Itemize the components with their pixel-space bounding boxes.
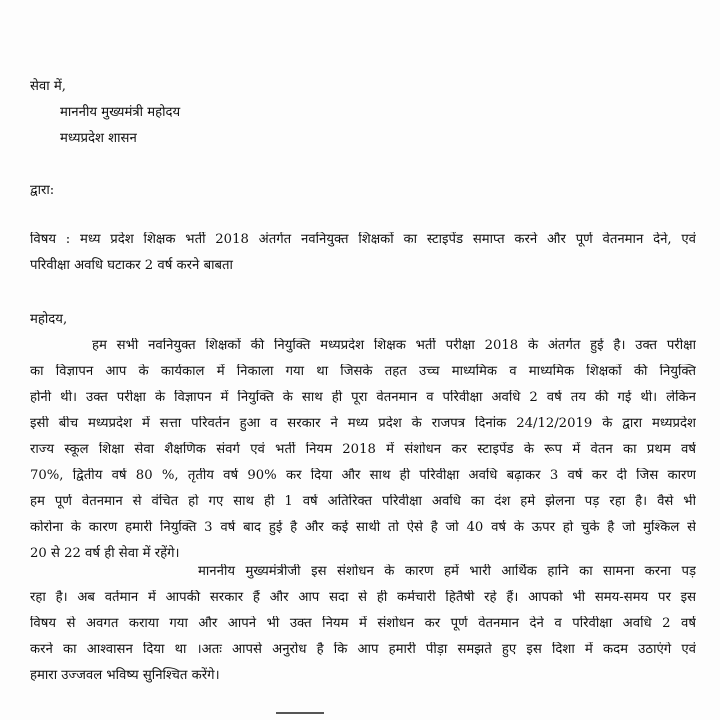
para2-line: हमारा उज्जवल भविष्य सुनिश्चित करेंगे।: [30, 668, 220, 683]
para1-line: हम पूर्ण वेतनमान से वंचित हो गए साथ ही 1 वर्ष अतिरिक्त परिवीक्षा अवधि का दंश हमे झेलना पड़ रहा है। वैसे भी: [30, 494, 696, 509]
recipient-government: मध्यप्रदेश शासन: [60, 131, 137, 146]
para2-line: रहा है। अब वर्तमान में आपकी सरकार हैं और आप सदा से ही कर्मचारी हितैषी रहे हैं। आपको भी समय-समय पर इस: [30, 590, 696, 605]
subject-line-1: विषय : मध्य प्रदेश शिक्षक भर्ती 2018 अंतर्गत नवनियुक्त शिक्षकों का स्टाइपेंड समाप्त करने और पूर्ण वेतनमान देने, एवं: [30, 232, 696, 247]
para1-line: 70%, द्वितीय वर्ष 80 %, तृतीय वर्ष 90% कर दिया और साथ ही परिवीक्षा अवधि बढ़ाकर 3 वर्ष कर दी जिस कारण: [30, 468, 696, 483]
para1-line: राज्य स्कूल शिक्षा सेवा शैक्षणिक संवर्ग एवं भर्ती नियम 2018 में संशोधन कर स्टाइपेंड के रूप में वेतन का प्रथम वर्ष: [30, 442, 696, 457]
para1-line: होनी थी। उक्त परीक्षा के विज्ञापन में नियुक्ति के साथ ही पूरा वेतनमान व परिवीक्षा अवधि 2 वर्ष तय की गई थी। लेकिन: [30, 390, 696, 405]
para1-line: कोरोना के कारण हमारी नियुक्ति 3 वर्ष बाद हुई है और कई साथी तो ऐसे है जो 40 वर्ष के ऊपर हो चुके है जो मुश्किल से: [30, 520, 696, 535]
subject-line-2: परिवीक्षा अवधि घटाकर 2 वर्ष करने बाबता: [30, 258, 233, 273]
para1-line: का विज्ञापन आप के कार्यकाल में निकाला गया था जिसके तहत उच्च माध्यमिक व माध्यमिक शिक्षकों की नियुक्ति: [30, 364, 696, 379]
para2-line: विषय से अवगत कराया गया और आपने भी उक्त नियम में संशोधन कर पूर्ण वेतनमान देने व परिवीक्षा अवधि 2 वर्ष: [30, 616, 696, 631]
para2-line: करने का आश्वासन दिया था ।अतः आपसे अनुरोध है कि आप हमारी पीड़ा समझते हुए इस दिशा में कदम उठाएंगे एवं: [30, 642, 696, 657]
salutation-to: सेवा में,: [30, 79, 66, 94]
greeting: महोदय,: [30, 312, 68, 327]
para1-line: 20 से 22 वर्ष ही सेवा में रहेंगे।: [30, 546, 180, 561]
para1-line: हम सभी नवनियुक्त शिक्षकों की नियुक्ति मध्यप्रदेश शिक्षक भर्ती परीक्षा 2018 के अंतर्गत हुई है। उक्त परीक्षा: [92, 338, 696, 353]
signature-mark: [276, 712, 324, 714]
recipient-title: माननीय मुख्यमंत्री महोदय: [60, 105, 181, 120]
para1-line: इसी बीच मध्यप्रदेश में सत्ता परिवर्तन हुआ व सरकार ने मध्य प्रदेश के राजपत्र दिनांक 24/12/2019 के द्वारा मध्यप्रदेश: [30, 416, 696, 431]
through-label: द्वारा:: [30, 183, 55, 198]
para2-line: माननीय मुख्यमंत्रीजी इस संशोधन के कारण हमें भारी आर्थिक हानि का सामना करना पड़: [198, 564, 696, 579]
